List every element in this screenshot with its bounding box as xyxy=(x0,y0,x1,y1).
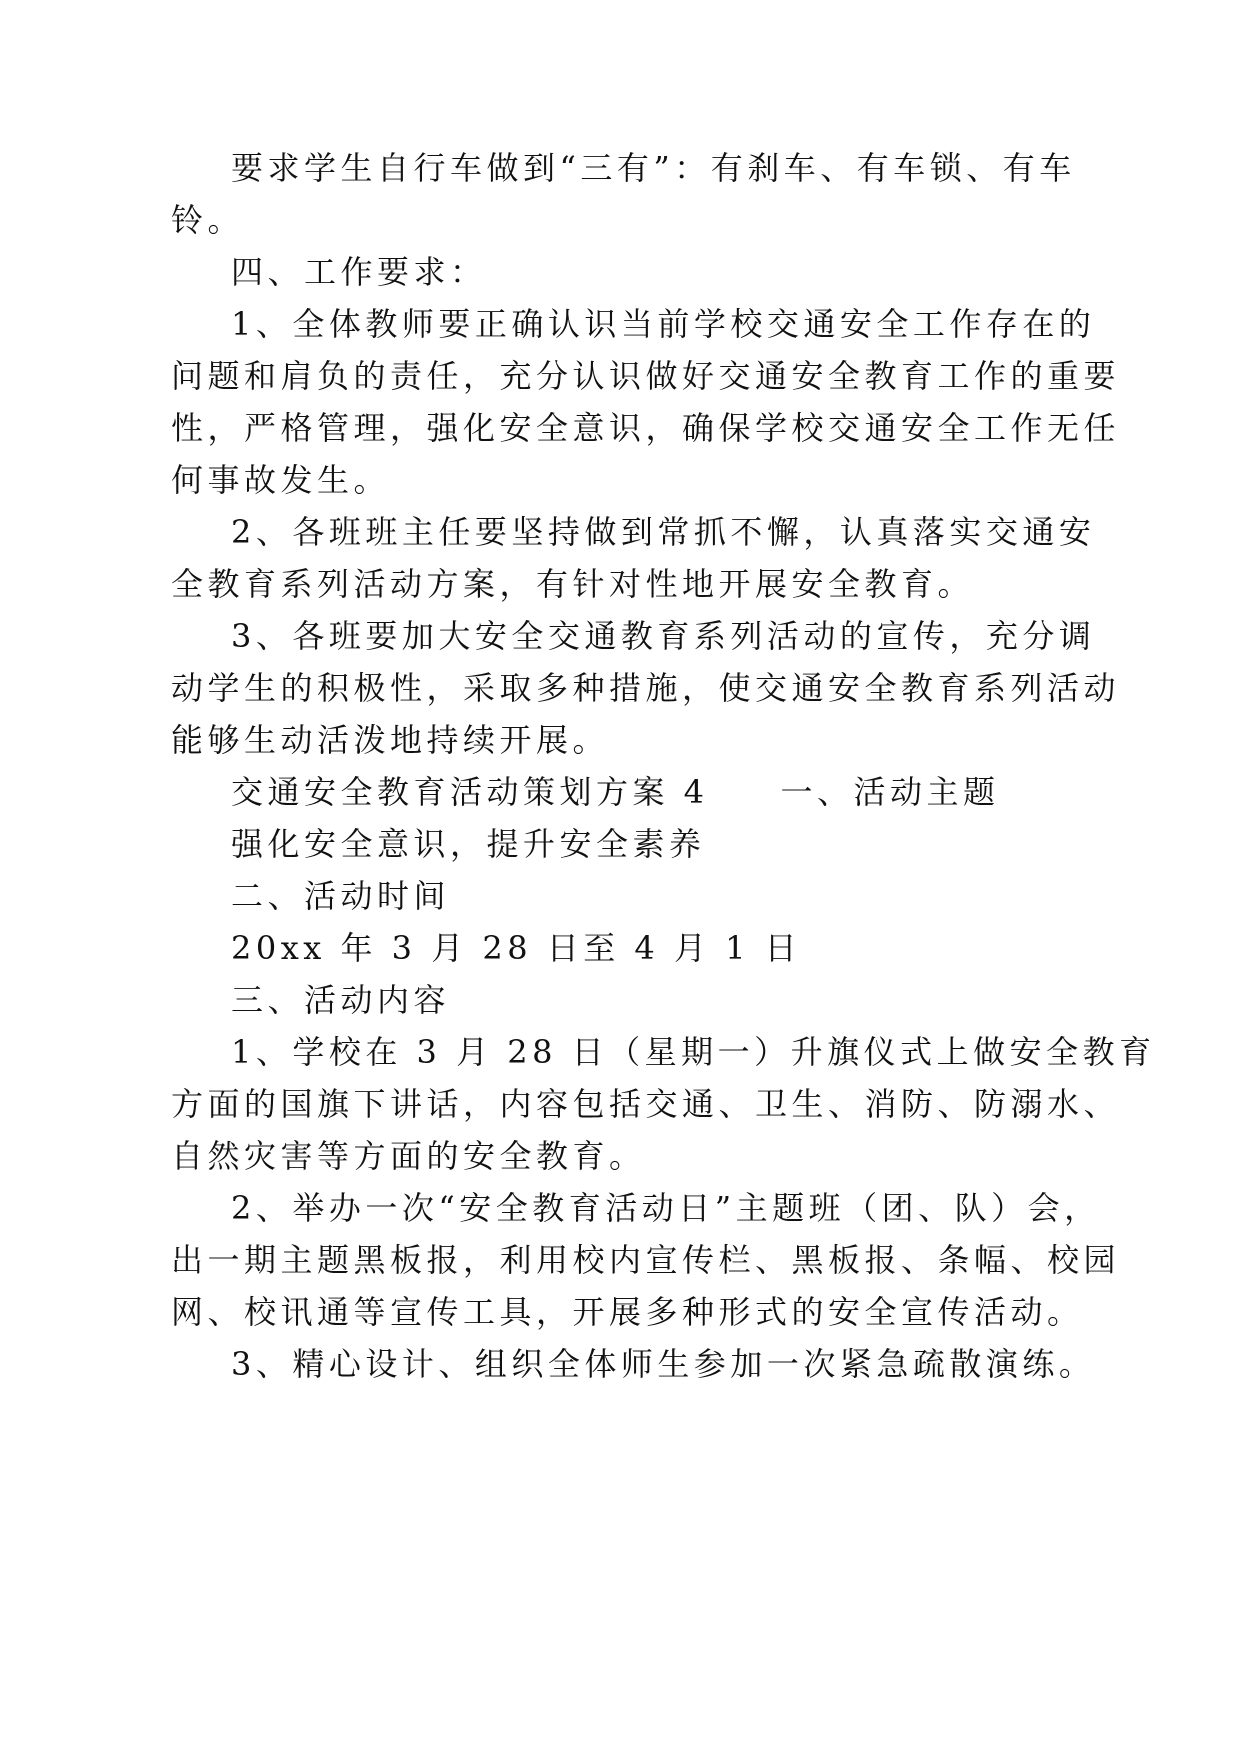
date-line: 20xx 年 3 月 28 日至 4 月 1 日 xyxy=(231,929,802,967)
paragraph-line: 方面的国旗下讲话，内容包括交通、卫生、消防、防溺水、 xyxy=(171,1085,1121,1123)
paragraph-line: 3、精心设计、组织全体师生参加一次紧急疏散演练。 xyxy=(231,1345,1096,1383)
paragraph-line: 何事故发生。 xyxy=(171,461,391,499)
paragraph-line: 网、校讯通等宣传工具，开展多种形式的安全宣传活动。 xyxy=(171,1293,1084,1331)
document-title-line xyxy=(231,772,1000,812)
paragraph-line: 问题和肩负的责任，充分认识做好交通安全教育工作的重要 xyxy=(171,357,1121,395)
paragraph-line: 1、学校在 3 月 28 日（星期一）升旗仪式上做安全教育 xyxy=(231,1033,1156,1071)
paragraph-line: 3、各班要加大安全交通教育系列活动的宣传，充分调 xyxy=(231,617,1096,655)
paragraph-line: 铃。 xyxy=(171,201,245,239)
paragraph-line: 能够生动活泼地持续开展。 xyxy=(171,721,610,759)
paragraph-line: 出一期主题黑板报，利用校内宣传栏、黑板报、条幅、校园 xyxy=(171,1241,1121,1279)
section-heading: 三、活动内容 xyxy=(231,981,451,1019)
paragraph-line: 动学生的积极性，采取多种措施，使交通安全教育系列活动 xyxy=(171,669,1121,707)
paragraph-line: 要求学生自行车做到“三有”：有刹车、有车锁、有车 xyxy=(231,149,1076,187)
section-heading: 一、活动主题 xyxy=(780,773,1000,811)
paragraph-line: 2、各班班主任要坚持做到常抓不懈，认真落实交通安 xyxy=(231,513,1096,551)
paragraph-line: 全教育系列活动方案，有针对性地开展安全教育。 xyxy=(171,565,975,603)
document-title: 交通安全教育活动策划方案 4 xyxy=(231,773,709,811)
section-heading: 四、工作要求： xyxy=(231,253,487,291)
paragraph-line: 自然灾害等方面的安全教育。 xyxy=(171,1137,646,1175)
paragraph-line: 2、举办一次“安全教育活动日”主题班（团、队）会， xyxy=(231,1189,1101,1227)
section-heading: 二、活动时间 xyxy=(231,877,451,915)
paragraph-line: 性，严格管理，强化安全意识，确保学校交通安全工作无任 xyxy=(171,409,1121,447)
paragraph-line: 1、全体教师要正确认识当前学校交通安全工作存在的 xyxy=(231,305,1096,343)
theme-line: 强化安全意识，提升安全素养 xyxy=(231,825,706,863)
